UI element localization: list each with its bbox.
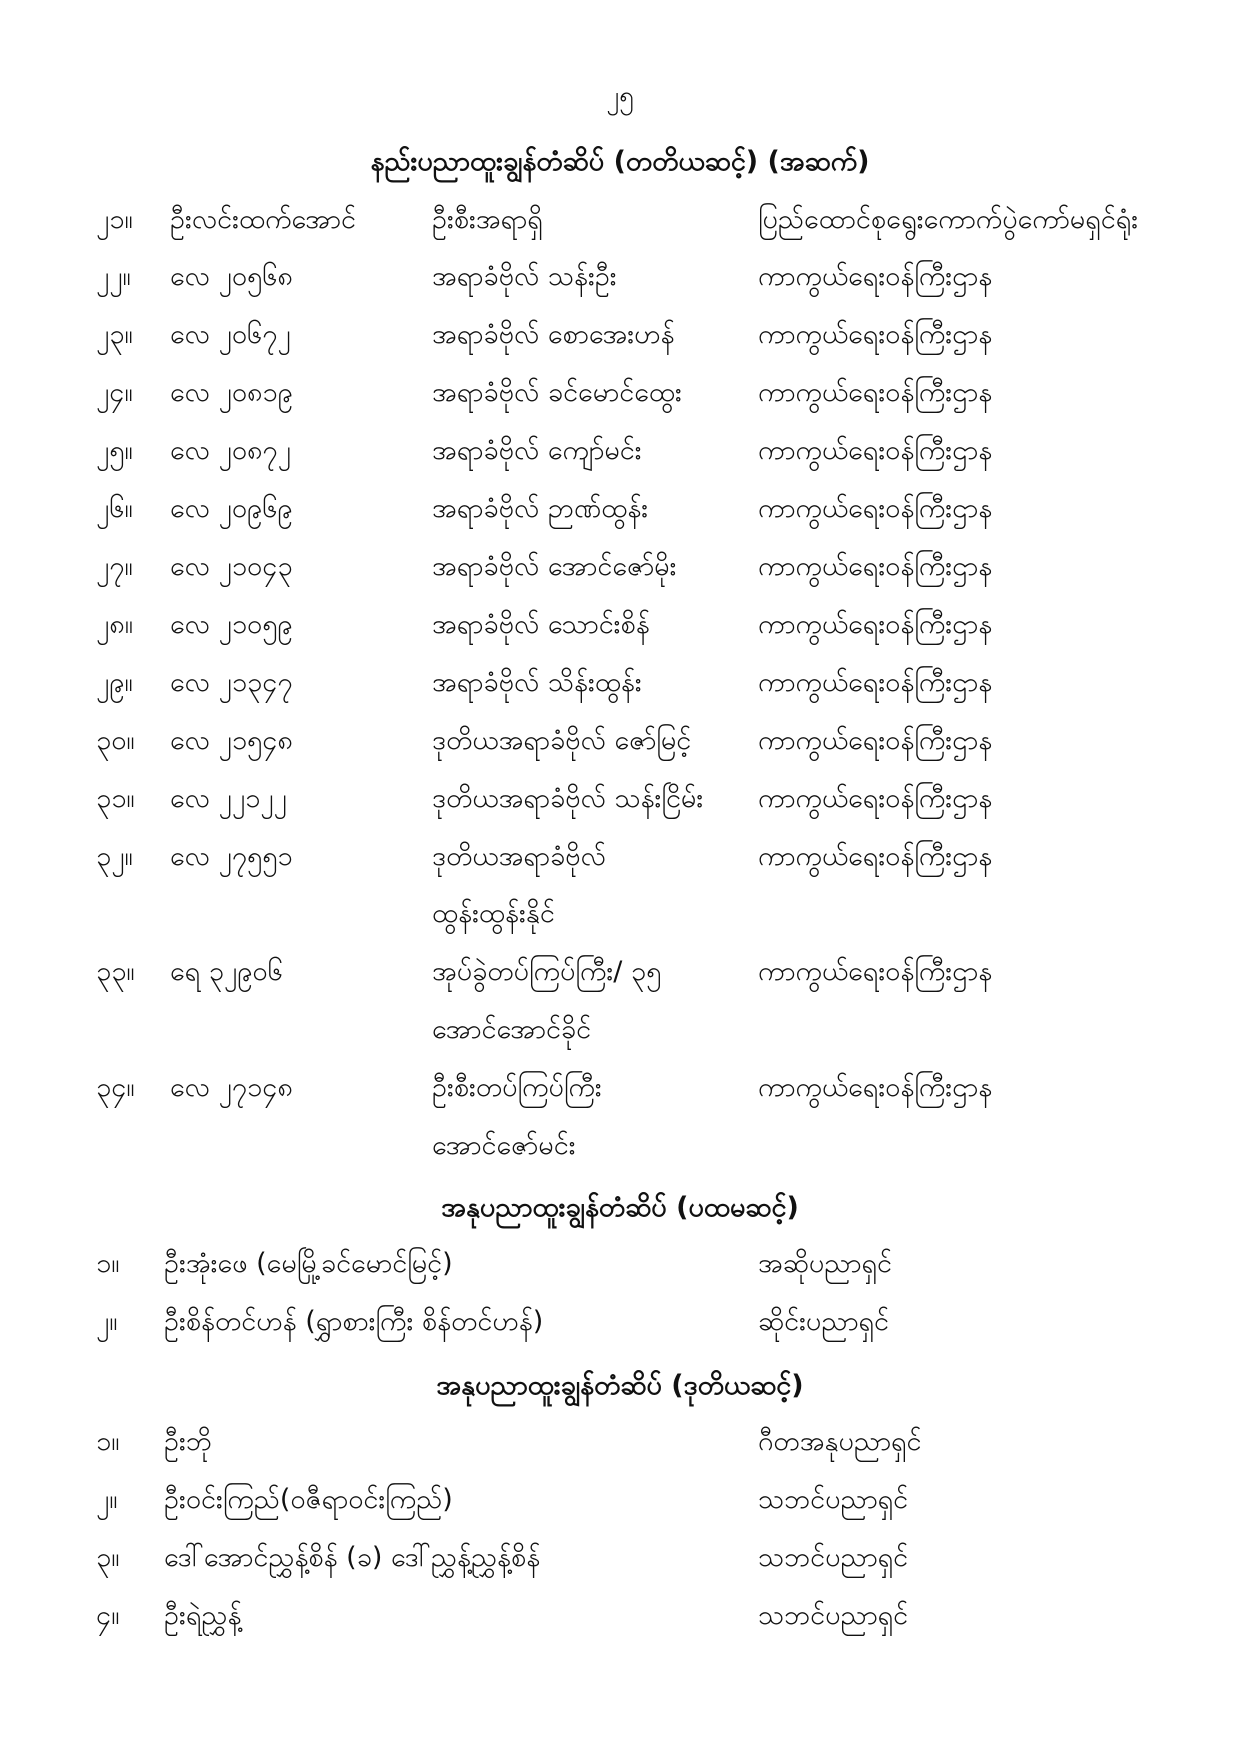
row-id: လေ ၂၀၉၆၉: [170, 493, 293, 524]
row-name: ဦးဝင်းကြည်(ဝဇီရာဝင်းကြည်): [164, 1484, 453, 1515]
row-number: ၂၉။: [96, 667, 133, 698]
row-name: ဦးစီးအရာရှိ: [432, 204, 543, 235]
row-name: ဒုတိယအရာခံဗိုလ် ဇော်မြင့်: [432, 725, 692, 756]
row-number: ၂၇။: [96, 551, 133, 582]
row-number: ၁။: [96, 1248, 120, 1279]
row-name-continued: အောင်အောင်ခိုင်: [432, 1014, 592, 1045]
row-name: ဦးစိန်တင်ဟန် (ရွှာစားကြီး စိန်တင်ဟန်): [164, 1306, 544, 1337]
row-id: ရေ ၃၂၉၀၆: [170, 956, 283, 987]
row-department: ဆိုင်းပညာရှင်: [758, 1306, 890, 1337]
row-department: သဘင်ပညာရှင်: [758, 1484, 909, 1515]
row-department: ကာကွယ်ရေးဝန်ကြီးဌာန: [758, 493, 993, 524]
row-number: ၃၃။: [96, 956, 135, 987]
row-id: လေ ၂၁၅၄၈: [170, 725, 293, 756]
row-department: သဘင်ပညာရှင်: [758, 1542, 909, 1573]
row-name: အရာခံဗိုလ် ဉာဏ်ထွန်း: [432, 493, 649, 524]
row-department: အဆိုပညာရှင်: [758, 1248, 892, 1279]
row-number: ၂၄။: [96, 377, 133, 408]
row-name: ဒုတိယအရာခံဗိုလ် သန်းငြိမ်း: [432, 783, 704, 814]
row-id: လေ ၂၂၁၂၂: [170, 783, 287, 814]
row-name: အရာခံဗိုလ် သောင်းစိန်: [432, 609, 650, 640]
row-id: လေ ၂၇၅၅၁: [170, 841, 293, 872]
row-department: ကာကွယ်ရေးဝန်ကြီးဌာန: [758, 841, 993, 872]
row-number: ၃။: [96, 1542, 120, 1573]
row-number: ၁။: [96, 1426, 120, 1457]
row-id: လေ ၂၀၆၇၂: [170, 319, 291, 350]
row-name-continued: အောင်ဇော်မင်း: [432, 1130, 576, 1161]
row-id: လေ ၂၁၀၅၉: [170, 609, 293, 640]
row-department: ကာကွယ်ရေးဝန်ကြီးဌာန: [758, 1072, 993, 1103]
row-id: လေ ၂၀၈၇၂: [170, 435, 291, 466]
row-number: ၃၄။: [96, 1072, 135, 1103]
row-department: ဂီတအနုပညာရှင်: [758, 1426, 922, 1457]
row-name: ဦးဘို: [164, 1426, 212, 1457]
row-name: အရာခံဗိုလ် ကျော်မင်း: [432, 435, 642, 466]
row-name-continued: ထွန်းထွန်းနိုင်: [432, 898, 555, 929]
row-id: လေ ၂၁၃၄၇: [170, 667, 293, 698]
page-number: ၂၅: [606, 81, 634, 111]
row-number: ၃၀။: [96, 725, 135, 756]
row-department: ကာကွယ်ရေးဝန်ကြီးဌာန: [758, 667, 993, 698]
row-name: အရာခံဗိုလ် အောင်ဇော်မိုး: [432, 551, 677, 582]
row-number: ၂၁။: [96, 204, 133, 235]
row-number: ၂၆။: [96, 493, 133, 524]
row-name: ဦးအုံးဖေ (မေမြို့ခင်မောင်မြင့်): [164, 1248, 453, 1279]
row-department: ကာကွယ်ရေးဝန်ကြီးဌာန: [758, 783, 993, 814]
row-number: ၃၂။: [96, 841, 133, 872]
row-number: ၃၁။: [96, 783, 135, 814]
row-department: ကာကွယ်ရေးဝန်ကြီးဌာန: [758, 377, 993, 408]
row-name: အရာခံဗိုလ် သန်းဦး: [432, 261, 617, 292]
row-department: ကာကွယ်ရေးဝန်ကြီးဌာန: [758, 319, 993, 350]
row-department: ကာကွယ်ရေးဝန်ကြီးဌာန: [758, 725, 993, 756]
row-department: ကာကွယ်ရေးဝန်ကြီးဌာန: [758, 956, 993, 987]
row-department: ကာကွယ်ရေးဝန်ကြီးဌာန: [758, 551, 993, 582]
row-number: ၂၂။: [96, 261, 131, 292]
row-number: ၄။: [96, 1600, 120, 1631]
section-title: အနုပညာထူးချွန်တံဆိပ် (ပထမဆင့်): [441, 1192, 799, 1223]
row-number: ၂၈။: [96, 609, 133, 640]
row-name: ဦးရဲညွှန့်: [164, 1600, 242, 1631]
row-number: ၂၅။: [96, 435, 133, 466]
row-department: သဘင်ပညာရှင်: [758, 1600, 909, 1631]
row-number: ၂။: [96, 1484, 118, 1515]
row-number: ၂။: [96, 1306, 118, 1337]
row-name: ဒေါ်အောင်ညွှန့်စိန် (ခ) ဒေါ်ညွှန့်ညွှန့်စိန်: [164, 1542, 541, 1573]
row-department: ကာကွယ်ရေးဝန်ကြီးဌာန: [758, 609, 993, 640]
row-name: ဒုတိယအရာခံဗိုလ်: [432, 841, 606, 872]
row-name: အုပ်ခွဲတပ်ကြပ်ကြီး/ ၃၅: [432, 956, 662, 987]
row-number: ၂၃။: [96, 319, 133, 350]
row-name: ဦးစီးတပ်ကြပ်ကြီး: [432, 1072, 602, 1103]
row-department: ပြည်ထောင်စုရွေးကောက်ပွဲကော်မရှင်ရုံး: [758, 204, 1139, 235]
row-id: လေ ၂၀၅၆၈: [170, 261, 293, 292]
row-department: ကာကွယ်ရေးဝန်ကြီးဌာန: [758, 435, 993, 466]
row-name: အရာခံဗိုလ် စောအေးဟန်: [432, 319, 675, 350]
row-id: လေ ၂၁၀၄၃: [170, 551, 293, 582]
row-id: လေ ၂၀၈၁၉: [170, 377, 293, 408]
row-department: ကာကွယ်ရေးဝန်ကြီးဌာန: [758, 261, 993, 292]
section-title: အနုပညာထူးချွန်တံဆိပ် (ဒုတိယဆင့်): [436, 1370, 804, 1401]
row-name: အရာခံဗိုလ် ခင်မောင်ထွေး: [432, 377, 682, 408]
section-title: နည်းပညာထူးချွန်တံဆိပ် (တတိယဆင့်) (အဆက်): [370, 146, 870, 177]
row-name: အရာခံဗိုလ် သိန်းထွန်း: [432, 667, 642, 698]
row-id: လေ ၂၇၁၄၈: [170, 1072, 293, 1103]
row-id: ဦးလင်းထက်အောင်: [170, 204, 356, 235]
